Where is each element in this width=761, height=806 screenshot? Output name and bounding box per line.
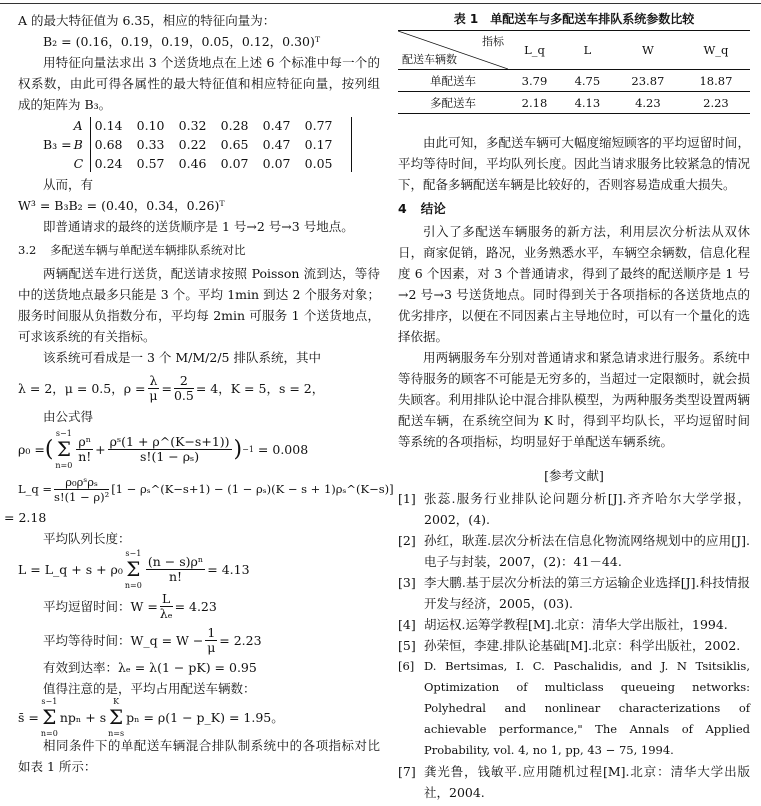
sum-upper: s−1 [55,429,72,438]
reference-item [398,656,750,761]
numerator: ρˢ(1 + ρ^(K−s+1)) [109,433,230,449]
diag-bottom-label: 配送车辆数 [402,53,457,66]
reference-text: 张蕊.服务行业排队论问题分析[J].齐齐哈尔大学学报，2002，(4). [424,491,750,527]
fraction [160,592,173,621]
references-title: [参考文献] [544,468,604,483]
matrix-label: B₃ = [43,137,72,152]
equation-params [18,372,380,404]
eq-text: = [161,380,172,396]
reference-text: 胡运权.运筹学教程[M].北京：清华大学出版社，1994. [424,617,728,632]
thus-line: 从而，有 [43,177,94,192]
reference-item [398,614,750,635]
matrix-cell: 0.32 [178,118,207,133]
row-label-c: C [73,156,84,171]
fraction [76,435,93,464]
header-l: L [583,43,592,57]
eq-text: 平均逗留时间：W = [43,599,158,614]
matrix-cell: 0.10 [136,118,165,133]
matrix-cell: 0.24 [94,156,123,171]
diag-top-label: 指标 [482,35,504,48]
eq-text: ρ₀ = [18,441,45,457]
denominator: n! [169,568,183,584]
sum-symbol: s−1 Σ n=0 [55,429,73,470]
eigen-line: A 的最大特征值为 6.35，相应的特征向量为： [18,13,276,28]
matrix-cell: 0.77 [304,118,333,133]
matrix-cell: 0.14 [94,118,123,133]
eq-text: L = L_q + s + ρ₀ [18,561,123,577]
section-title: 多配送车辆与单配送车辆排队系统对比 [49,243,246,257]
sum-lower: n=s [108,729,125,738]
reference-text: 李大鹏.基于层次分析法的第三方运输企业选择[J].科技情报开发与经济，2005，(03). [424,575,750,611]
table-cell: 18.87 [699,73,733,88]
section-3-2 [18,240,380,261]
row-label-a: A [73,118,83,133]
row-label-b: B [73,137,83,152]
matrix-cell: 0.68 [94,137,123,152]
reference-item [398,635,750,656]
vector-b2: B₂ = (0.16，0.19，0.19，0.05，0.12，0.30)ᵀ [43,34,321,49]
table-cell: 4.13 [574,95,601,110]
fraction [108,435,232,464]
order-paragraph: 即普通请求的最终的送货顺序是 1 号→2 号→3 号地点。 [43,219,354,234]
eq-text: λ = 2，μ = 0.5，ρ = [18,380,146,396]
eq-text: L_q = [18,482,53,496]
numerator: (n − s)ρⁿ [147,553,204,569]
numerator: 2 [174,374,194,389]
table-cell: 4.23 [635,95,661,110]
comparison-table [398,30,750,114]
fraction [174,374,194,403]
note-line: 值得注意的是，平均占用配送车辆数： [43,681,256,696]
denominator: n! [78,448,92,464]
paragraph-system: 两辆配送车进行送货，配送请求按照 Poisson 流到达，等待中的送货地点最多只能是 3 个。平均 1min 到达 2 个服务对象；服务时间服从负指数分布，平均每 2min 可服务 1 个送货地点，可求该系统的有关指标。 [18,266,380,344]
reference-item [398,488,750,530]
denominator: s!(1 − ρ)² [54,489,110,504]
w3-line: W³ = B₃B₂ = (0.40，0.34，0.26)ᵀ [18,198,225,213]
fraction [148,374,160,403]
header-rule [0,0,761,4]
section-4 [398,198,750,219]
equation-sbar [18,697,380,738]
numerator: 1 [207,624,216,640]
denominator: s!(1 − ρₛ) [140,448,200,464]
matrix-cell: 0.07 [220,156,249,171]
sum-symbol: s−1 Σ n=0 [40,697,58,738]
matrix-cell: 0.47 [262,137,291,152]
table-row [398,92,750,114]
reference-text: 孙红，耿莲.层次分析法在信息化物流网络规划中的应用[J].电子与封装，2007，(2)：41－44. [424,533,750,569]
reference-label: [7] [398,764,416,779]
lq-value: = 2.18 [4,510,47,525]
sum-symbol: s−1 Σ n=0 [124,549,142,590]
matrix-bracket [90,117,352,172]
eq-text: = 4，K = 5，s = 2， [195,380,325,396]
paragraph-service: 用两辆服务车分别对普通请求和紧急请求进行服务。系统中等待服务的顾客不可能是无穷多的，当超过一定限额时，就会损失顾客。利用排队论中混合排队模型，为两种服务类型设置两辆配送车辆，在系统空间为 K 时，得到平均队长，平均逗留时间等系统的各项指标，均明显好于单配送车辆系统。 [398,350,750,449]
denominator: μ [149,387,158,403]
eq-text: 平均等待时间：W_q = W − [43,633,204,648]
table-caption: 表 1 单配送车与多配送车排队系统参数比较 [453,12,695,26]
formula-intro: 由公式得 [43,409,94,424]
reference-label: [5] [398,638,416,653]
matrix-cell: 0.65 [220,137,249,152]
eq-text: npₙ + s [59,709,107,725]
matrix-cell: 0.05 [304,156,333,171]
reference-text: 孙荣恒，李建.排队论基础[M].北京：科学出版社，2002. [424,638,741,653]
header-wq: W_q [703,43,729,57]
numerator: λ [149,372,158,388]
paragraph-compare: 相同条件下的单配送车辆混合排队制系统中的各项指标对比如表 1 所示： [18,738,380,774]
table-cell: 3.79 [521,73,548,88]
reference-text: D. Bertsimas, I. C. Paschalidis, and J. N Tsitsiklis, Optimization of multiclass queueing networks: Polyhedral and nonlinear characterizations of achievable performance," The Annals of Applied Probability, vol. 4, no 1, pp, 43 − 75, 1994. [424,659,750,757]
matrix-cell: 0.07 [262,156,291,171]
table-header-row [398,31,750,70]
row-label: 单配送车 [430,73,476,88]
eq-text: [1 − ρₛ^(K−s+1) − (1 − ρₛ)(K − s + 1)ρₛ^(K−s)] [111,482,394,496]
reference-item [398,530,750,572]
header-w: W [641,43,654,57]
equation-wq [18,623,380,657]
matrix-cell: 0.46 [178,156,207,171]
denominator: μ [207,639,216,655]
fraction [205,626,217,655]
table-row [398,70,750,92]
matrix-cell: 0.57 [136,156,165,171]
paragraph-conclusion-table: 由此可知，多配送车辆可大幅度缩短顾客的平均逗留时间，平均等待时间，平均队列长度。因此当请求服务比较紧急的情况下，配备多辆配送车辆是比较好的，否则容易造成重大损失。 [398,135,750,192]
reference-label: [4] [398,617,416,632]
denominator: 0.5 [173,387,194,403]
numerator: ρⁿ [78,433,92,449]
eq-text: = 4.23 [174,598,217,614]
reference-label: [1] [398,491,416,506]
eq-text: s̄ = [18,709,39,725]
diagonal-header-cell [398,31,508,70]
reference-label: [6] [398,659,415,673]
fraction [54,475,109,504]
sum-symbol: K Σ n=s [108,697,125,738]
header-lq: L_q [524,43,545,57]
sum-lower: n=0 [55,461,73,470]
table-cell: 2.18 [521,95,548,110]
matrix-cell: 0.17 [304,137,333,152]
left-column [4,10,394,777]
references-list [398,488,750,803]
matrix-cell: 0.22 [178,137,207,152]
equation-rho0: ρ₀ = ( s−1 Σ n=0 $\frac{\text{ρⁿ}}{n!}$ + $\frac{\text{ρˢ(1 + ρ\textasciicircum{}(K−s+1))}}{\text{s!(1 − ρₛ)}}$ ) −1 = 0.008 [18,429,309,470]
matrix-b3 [43,117,380,172]
equation-w [18,589,380,623]
reference-text: 龚光鲁，钱敏平.应用随机过程[M].北京：清华大学出版社，2004. [424,764,750,800]
section-number: 3.2 [18,243,37,257]
paragraph-method: 引入了多配送车辆服务的新方法，利用层次分析法从双休日，商家促销，路况，业务熟悉水平，车辆空余辆数，信息化程度 6 个因素，对 3 个普通请求，得到了最终的配送顺序是 1 号→2 号→3 号送货地点。同时得到关于各项指标的各送货地点的优劣排序，以便在不同因素占主导地位时，可以有一个量化的选择依据。 [398,224,750,344]
table-cell: 23.87 [631,73,665,88]
eq-text: = 2.23 [219,632,262,648]
avg-queue-label: 平均队列长度： [43,531,131,546]
paragraph-weights: 用特征向量法求出 3 个送货地点在上述 6 个标准中每一个的权系数，由此可得各属性的最大特征值和相应特征向量，按列组成的矩阵为 B₃。 [18,55,380,112]
numerator: L [160,592,173,607]
sum-upper: K [113,697,120,706]
matrix-cell: 0.28 [220,118,249,133]
row-label: 多配送车 [430,95,476,110]
numerator: ρ₀ρˢρₛ [54,475,109,490]
reference-label: [3] [398,575,416,590]
eq-text: = 4.13 [207,561,250,577]
eq-text: = 0.008 [257,441,309,457]
paragraph-mm25: 该系统可看成是一 3 个 M/M/2/5 排队系统，其中 [43,350,321,365]
effective-rate: 有效到达率：λₑ = λ(1 − pK) = 0.95 [43,660,257,675]
right-column [398,10,750,803]
denominator: λₑ [159,605,173,621]
equation-l [18,549,380,589]
section-number: 4 [398,201,407,216]
section-title: 结论 [420,201,446,216]
table-cell: 2.23 [703,95,729,110]
reference-item [398,761,750,803]
table-cell: 4.75 [574,73,601,88]
matrix-cell: 0.47 [262,118,291,133]
reference-item [398,572,750,614]
eq-text: pₙ = ρ(1 − p_K) = 1.95。 [126,710,284,725]
reference-label: [2] [398,533,416,548]
matrix-cell: 0.33 [136,137,165,152]
equation-lq [18,471,394,507]
fraction [146,555,205,584]
